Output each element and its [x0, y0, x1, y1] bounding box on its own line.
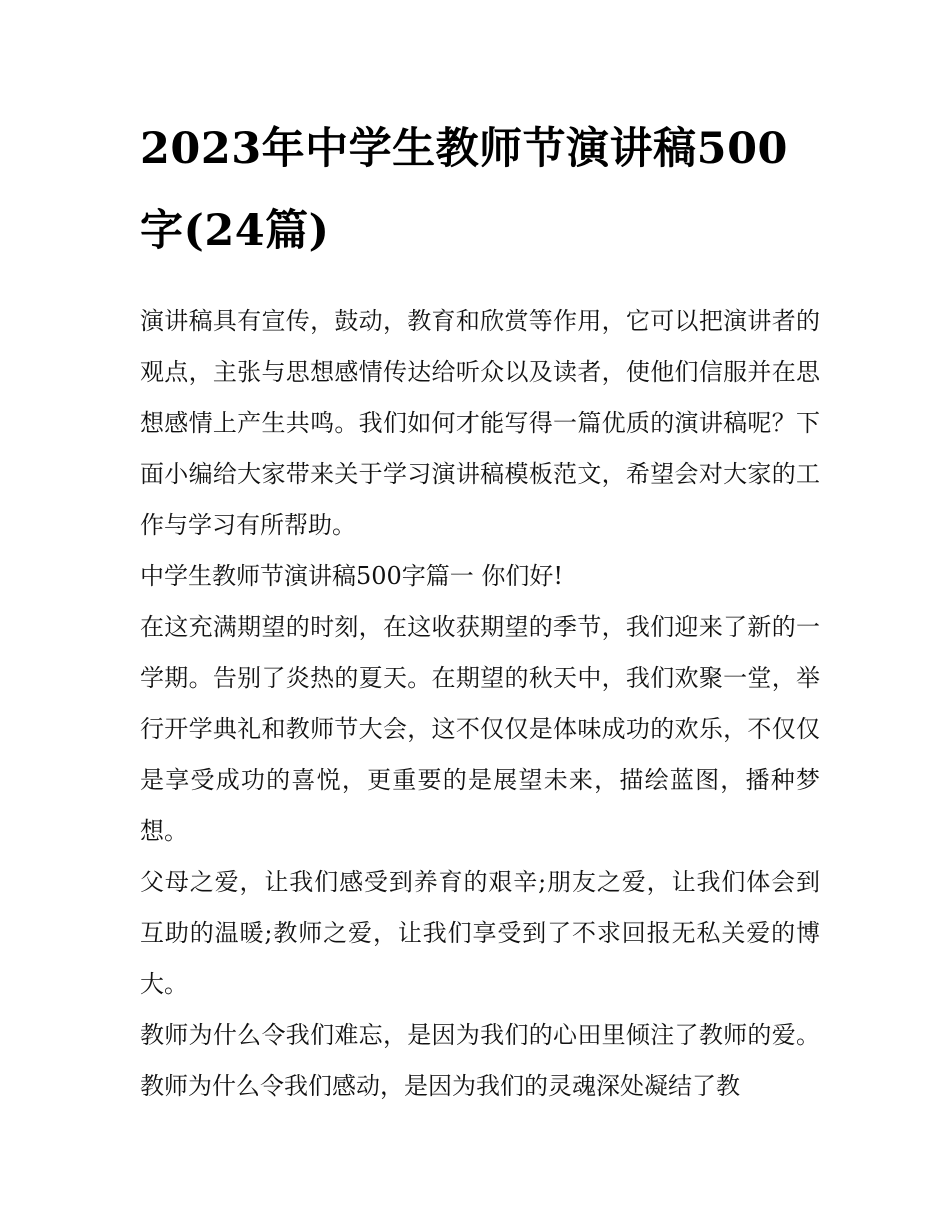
section-heading: 中学生教师节演讲稿500字篇一 你们好!	[140, 562, 564, 590]
body-paragraph: 教师为什么令我们难忘，是因为我们的心田里倾注了教师的爱。教师为什么令我们感动，是因为我们的灵魂深处凝结了教	[140, 1021, 820, 1100]
document-title: 2023年中学生教师节演讲稿500字(24篇)	[140, 124, 788, 256]
intro-paragraph: 演讲稿具有宣传，鼓动，教育和欣赏等作用，它可以把演讲者的观点，主张与思想感情传达给听众以及读者，使他们信服并在思想感情上产生共鸣。我们如何才能写得一篇优质的演讲稿呢？下面小编给大家带来关于学习演讲稿模板范文，希望会对大家的工作与学习有所帮助。	[140, 307, 820, 539]
document-body	[140, 108, 820, 1112]
body-paragraph: 在这充满期望的时刻，在这收获期望的季节，我们迎来了新的一学期。告别了炎热的夏天。在期望的秋天中，我们欢聚一堂，举行开学典礼和教师节大会，这不仅仅是体味成功的欢乐，不仅仅是享受成功的喜悦，更重要的是展望未来，描绘蓝图，播种梦想。	[140, 613, 820, 845]
body-paragraph: 父母之爱，让我们感受到养育的艰辛;朋友之爱，让我们体会到互助的温暖;教师之爱，让我们享受到了不求回报无私关爱的博大。	[140, 868, 820, 998]
